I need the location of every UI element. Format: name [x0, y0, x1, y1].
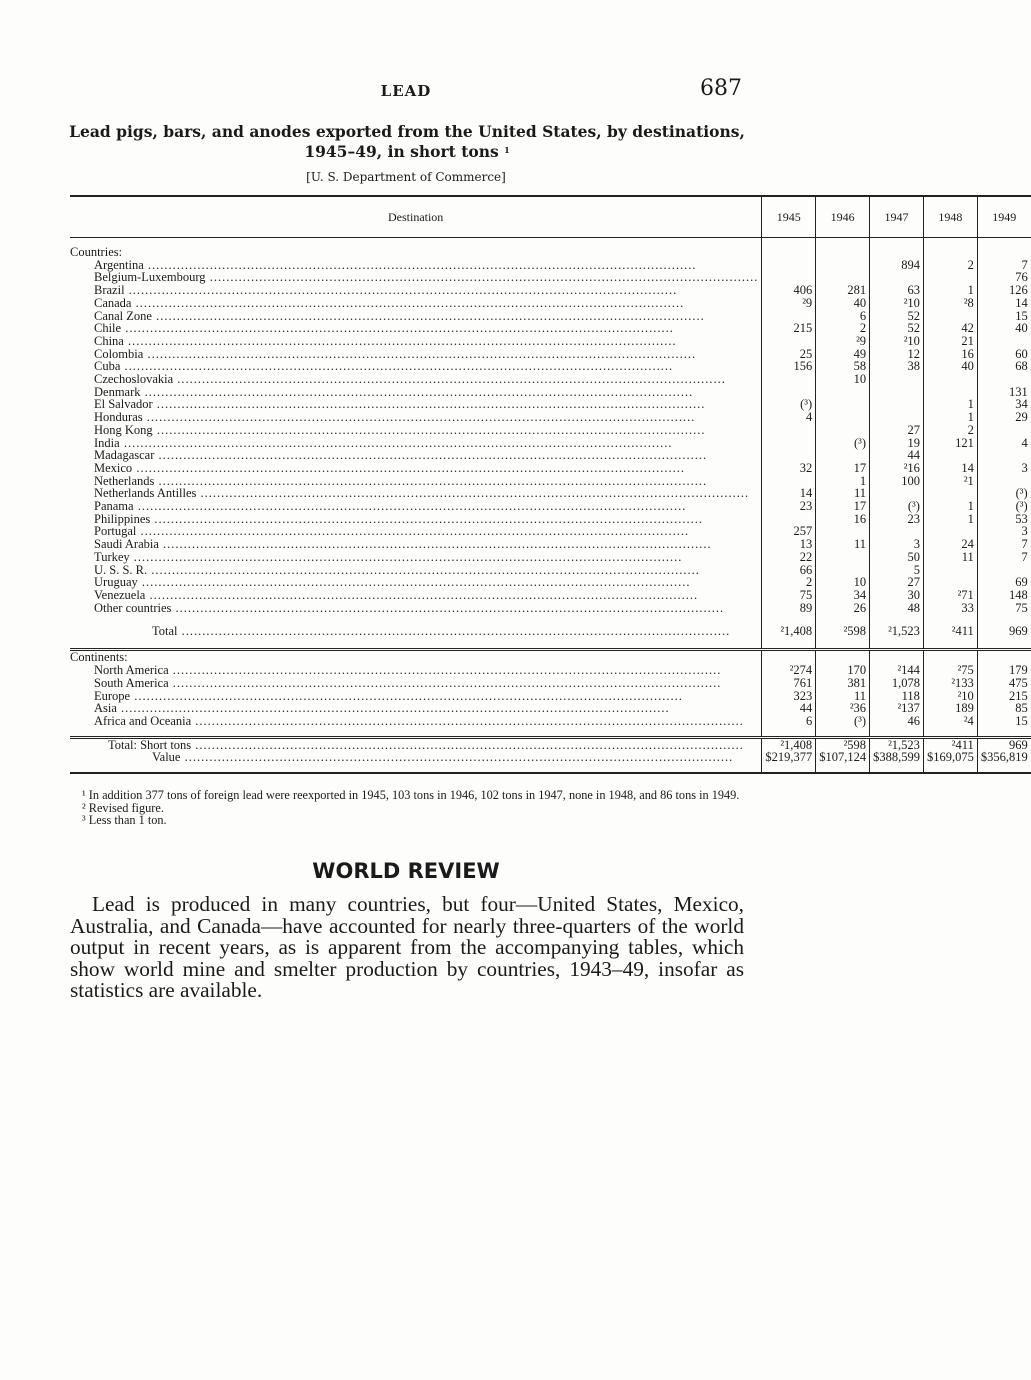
table-value: 50: [870, 551, 924, 564]
table-value: 46: [870, 715, 924, 728]
table-value: [762, 424, 816, 437]
table-row: [70, 589, 1031, 602]
table-value: 2: [923, 259, 977, 272]
table-row: [70, 500, 1031, 513]
table-value: 22: [762, 551, 816, 564]
table-value: 11: [816, 538, 870, 551]
table-value: ²133: [923, 677, 977, 690]
row-label: Mexico .....: [70, 462, 762, 475]
row-label: Canada .....: [70, 297, 762, 310]
table-value: ²598: [816, 622, 870, 640]
table-value: 75: [762, 589, 816, 602]
table-value: 85: [977, 702, 1030, 715]
table-cell-empty: [762, 640, 816, 650]
table-cell-empty: [977, 728, 1030, 738]
table-cell-empty: [762, 246, 816, 259]
table-value: [816, 551, 870, 564]
table-cell-empty: [816, 640, 870, 650]
row-label: Honduras .....: [70, 411, 762, 424]
grand-total-row: [70, 737, 1031, 751]
table-value: 121: [923, 437, 977, 450]
table-value: 89: [762, 602, 816, 615]
table-value: 66: [762, 564, 816, 577]
table-value: ²9: [816, 335, 870, 348]
table-value: 7: [977, 538, 1030, 551]
table-value: 63: [870, 284, 924, 297]
table-value: 26: [816, 602, 870, 615]
table-value: 14: [762, 487, 816, 500]
row-label: U. S. S. R. .....: [70, 564, 762, 577]
table-value: ²1,523: [870, 622, 924, 640]
row-label: South America .....: [70, 677, 762, 690]
table-cell-empty: [977, 238, 1030, 247]
table-value: 15: [977, 715, 1030, 728]
table-value: 23: [870, 513, 924, 526]
table-value: 1: [923, 284, 977, 297]
page-header: [70, 78, 742, 104]
table-value: 48: [870, 602, 924, 615]
table-value: [816, 386, 870, 399]
table-value: $169,075: [923, 751, 977, 764]
table-value: ²1: [923, 475, 977, 488]
table-value: 969: [977, 737, 1030, 751]
table-value: ²9: [762, 297, 816, 310]
table-value: [870, 411, 924, 424]
table-value: ²75: [923, 664, 977, 677]
table-row: [70, 702, 1031, 715]
table-value: ²137: [870, 702, 924, 715]
table-row: [70, 538, 1031, 551]
table-cell-empty: [762, 614, 816, 622]
table-value: 33: [923, 602, 977, 615]
table-row: [70, 424, 1031, 437]
table-value: 42: [923, 322, 977, 335]
table-cell-empty: [70, 764, 762, 773]
table-header-row: [70, 196, 1031, 238]
table-row: [70, 677, 1031, 690]
table-value: $388,599: [870, 751, 924, 764]
column-header-year: 1947: [870, 196, 924, 238]
row-label: Netherlands .....: [70, 475, 762, 488]
row-label: Venezuela .....: [70, 589, 762, 602]
table-value: 170: [816, 664, 870, 677]
table-value: 2: [923, 424, 977, 437]
table-value: [816, 424, 870, 437]
table-cell-empty: [762, 728, 816, 738]
table-cell-empty: [870, 640, 924, 650]
table-title-text: Lead pigs, bars, and anodes exported from the United States, by destinations, 1945–49, in short tons: [69, 122, 745, 161]
table-row: [70, 284, 1031, 297]
table-value: 60: [977, 348, 1030, 361]
table-body: [70, 238, 1031, 774]
table-value: [977, 373, 1030, 386]
table-value: 30: [870, 589, 924, 602]
table-value: 257: [762, 525, 816, 538]
table-value: [923, 564, 977, 577]
spacer-row: [70, 614, 1031, 622]
table-value: 14: [977, 297, 1030, 310]
table-cell-empty: [923, 650, 977, 664]
table-value: ²1,408: [762, 622, 816, 640]
row-label: Brazil .....: [70, 284, 762, 297]
table-value: 475: [977, 677, 1030, 690]
table-value: 14: [923, 462, 977, 475]
table-value: 68: [977, 360, 1030, 373]
row-label: India .....: [70, 437, 762, 450]
table-value: ²36: [816, 702, 870, 715]
table-cell-empty: [977, 764, 1030, 773]
table-value: ²144: [870, 664, 924, 677]
table-value: ²411: [923, 737, 977, 751]
table-row: [70, 411, 1031, 424]
table-value: (³): [762, 398, 816, 411]
spacer-row: [70, 238, 1031, 247]
row-label: Hong Kong .....: [70, 424, 762, 437]
table-value: (³): [977, 500, 1030, 513]
table-value: 11: [816, 690, 870, 703]
table-value: [762, 259, 816, 272]
table-row: [70, 664, 1031, 677]
table-value: 76: [977, 271, 1030, 284]
page-number: 687: [700, 76, 742, 101]
section-label-countries: Countries:: [70, 245, 123, 259]
column-header-year: 1949: [977, 196, 1030, 238]
table-value: 5: [870, 564, 924, 577]
section-label-continents: Continents:: [70, 650, 762, 664]
table-value: 406: [762, 284, 816, 297]
table-cell-empty: [870, 764, 924, 773]
table-cell-empty: [70, 238, 762, 247]
row-label: Netherlands Antilles .....: [70, 487, 762, 500]
table-value: 52: [870, 310, 924, 323]
table-value: 1: [923, 513, 977, 526]
table-value: 215: [977, 690, 1030, 703]
table-value: 1,078: [870, 677, 924, 690]
table-cell-empty: [762, 764, 816, 773]
row-label: Saudi Arabia .....: [70, 538, 762, 551]
row-label: Belgium-Luxembourg .....: [70, 271, 762, 284]
row-label: Philippines .....: [70, 513, 762, 526]
footnote-2: ² Revised figure.: [82, 800, 164, 815]
table-value: [870, 373, 924, 386]
table-value: 16: [923, 348, 977, 361]
spacer-row: [70, 764, 1031, 773]
table-cell-empty: [977, 614, 1030, 622]
table-value: 4: [762, 411, 816, 424]
table-value: 52: [870, 322, 924, 335]
table-value: [923, 373, 977, 386]
table-value: [762, 373, 816, 386]
section-label-row: [70, 650, 1031, 664]
section-label-row: [70, 246, 1031, 259]
row-label: Other countries .....: [70, 602, 762, 615]
table-cell-empty: [762, 238, 816, 247]
table-value: 894: [870, 259, 924, 272]
table-value: 1: [816, 475, 870, 488]
table-value: ²10: [870, 297, 924, 310]
table-cell-empty: [816, 238, 870, 247]
table-value: 381: [816, 677, 870, 690]
table-value: 34: [977, 398, 1030, 411]
table-value: 49: [816, 348, 870, 361]
table-value: 1: [923, 411, 977, 424]
table-value: 19: [870, 437, 924, 450]
table-cell-empty: [816, 614, 870, 622]
table-value: $356,819: [977, 751, 1030, 764]
column-header-year: 1946: [816, 196, 870, 238]
table-value: 69: [977, 576, 1030, 589]
table-cell-empty: [870, 650, 924, 664]
table-value: 189: [923, 702, 977, 715]
grand-total-label: Total: Short tons .....: [70, 737, 762, 751]
table-cell-empty: [870, 238, 924, 247]
table-value: [762, 335, 816, 348]
table-value: 6: [762, 715, 816, 728]
table-value: (³): [816, 437, 870, 450]
table-value: 17: [816, 500, 870, 513]
column-header-year: 1945: [762, 196, 816, 238]
table-value: 10: [816, 373, 870, 386]
table-cell-empty: [816, 764, 870, 773]
table-cell-empty: [923, 614, 977, 622]
table-value: 40: [977, 322, 1030, 335]
table-value: 3: [977, 525, 1030, 538]
table-value: 27: [870, 576, 924, 589]
table-value: 21: [923, 335, 977, 348]
table-value: 179: [977, 664, 1030, 677]
table-value: 38: [870, 360, 924, 373]
table-value: [870, 398, 924, 411]
row-label: Europe .....: [70, 690, 762, 703]
table-value: [977, 424, 1030, 437]
table-value: 32: [762, 462, 816, 475]
table-value: 17: [816, 462, 870, 475]
table-value: 13: [762, 538, 816, 551]
body-paragraph: Lead is produced in many countries, but four—United States, Mexico, Australia, and Canada—have accounted for nearly three-quarters of the world output in recent years, as is apparent from the accompanying tables, which show world mine and smelter production by countries, 1943–49, insofar as statistics are available.: [70, 892, 744, 1002]
row-label: Panama .....: [70, 500, 762, 513]
table-value: 11: [816, 487, 870, 500]
table-value: 215: [762, 322, 816, 335]
table-value: 44: [870, 449, 924, 462]
table-cell-empty: [816, 728, 870, 738]
row-label: Czechoslovakia .....: [70, 373, 762, 386]
table-value: 53: [977, 513, 1030, 526]
table-value: 12: [870, 348, 924, 361]
table-value: 25: [762, 348, 816, 361]
table-value: 323: [762, 690, 816, 703]
table-value: ²411: [923, 622, 977, 640]
table-cell-empty: [923, 728, 977, 738]
table-source: [U. S. Department of Commerce]: [306, 170, 506, 184]
row-label: Colombia .....: [70, 348, 762, 361]
table-value: 7: [977, 551, 1030, 564]
row-label: Chile .....: [70, 322, 762, 335]
table-value: 148: [977, 589, 1030, 602]
exports-table: [70, 195, 1031, 774]
row-label: El Salvador .....: [70, 398, 762, 411]
table-value: [816, 411, 870, 424]
table-cell-empty: [977, 640, 1030, 650]
value-row: [70, 751, 1031, 764]
table-value: ²598: [816, 737, 870, 751]
section-heading: WORLD REVIEW: [312, 859, 500, 883]
table-cell-empty: [870, 728, 924, 738]
footnote-3: ³ Less than 1 ton.: [82, 813, 167, 827]
table-value: [870, 386, 924, 399]
table-value: 23: [762, 500, 816, 513]
table-value: [816, 259, 870, 272]
table-value: 58: [816, 360, 870, 373]
table-value: 131: [977, 386, 1030, 399]
row-label: North America .....: [70, 664, 762, 677]
table-value: [977, 335, 1030, 348]
table-value: 3: [977, 462, 1030, 475]
row-label: Uruguay .....: [70, 576, 762, 589]
row-label: Portugal .....: [70, 525, 762, 538]
table-cell-empty: [977, 650, 1030, 664]
table-row: [70, 602, 1031, 615]
column-header-destination: Destination: [70, 196, 762, 238]
running-title: LEAD: [380, 82, 432, 100]
table-row: [70, 297, 1031, 310]
row-label: Africa and Oceania .....: [70, 715, 762, 728]
table-value: 24: [923, 538, 977, 551]
table-cell-empty: [70, 640, 762, 650]
table-value: 7: [977, 259, 1030, 272]
table-value: (³): [870, 500, 924, 513]
table-row: [70, 373, 1031, 386]
total-row: [70, 622, 1031, 640]
row-label: Turkey .....: [70, 551, 762, 564]
table-value: 761: [762, 677, 816, 690]
table-value: ²71: [923, 589, 977, 602]
row-label: Canal Zone .....: [70, 310, 762, 323]
table-value: 40: [923, 360, 977, 373]
table-value: 40: [816, 297, 870, 310]
table-cell-empty: [70, 614, 762, 622]
table-value: 44: [762, 702, 816, 715]
footnotes: [78, 789, 750, 827]
table-row: [70, 715, 1031, 728]
table-cell-empty: [816, 246, 870, 259]
table-cell-empty: [923, 238, 977, 247]
table-value: ²10: [923, 690, 977, 703]
table-value: ²8: [923, 297, 977, 310]
table-cell-empty: [923, 640, 977, 650]
table-value: 118: [870, 690, 924, 703]
row-label: Asia .....: [70, 702, 762, 715]
table-value: 281: [816, 284, 870, 297]
table-value: 27: [870, 424, 924, 437]
table-title: [62, 123, 752, 161]
table-value: 4: [977, 437, 1030, 450]
table-cell-empty: [977, 246, 1030, 259]
row-label: Cuba .....: [70, 360, 762, 373]
table-value: [816, 398, 870, 411]
table-value: 156: [762, 360, 816, 373]
table-value: 126: [977, 284, 1030, 297]
table-title-footnote-ref: 1: [504, 145, 510, 155]
table-value: ²10: [870, 335, 924, 348]
table-value: ²274: [762, 664, 816, 677]
table-value: ²16: [870, 462, 924, 475]
table-cell-empty: [870, 614, 924, 622]
row-label: Value .....: [70, 751, 762, 764]
table-value: 1: [923, 500, 977, 513]
table-value: 15: [977, 310, 1030, 323]
table-value: 100: [870, 475, 924, 488]
table-value: 29: [977, 411, 1030, 424]
table-value: 969: [977, 622, 1030, 640]
table-value: 6: [816, 310, 870, 323]
row-label: Argentina .....: [70, 259, 762, 272]
table-value: ²4: [923, 715, 977, 728]
row-label: Madagascar .....: [70, 449, 762, 462]
table-row: [70, 551, 1031, 564]
spacer-row: [70, 640, 1031, 650]
table-value: 2: [762, 576, 816, 589]
column-header-year: 1948: [923, 196, 977, 238]
table-value: 2: [816, 322, 870, 335]
table-value: (³): [977, 487, 1030, 500]
table-cell-empty: [923, 246, 977, 259]
table-value: 34: [816, 589, 870, 602]
table-value: 75: [977, 602, 1030, 615]
table-value: $219,377: [762, 751, 816, 764]
table-value: ²1,408: [762, 737, 816, 751]
table-cell-empty: [923, 764, 977, 773]
table-value: [762, 437, 816, 450]
spacer-row: [70, 728, 1031, 738]
table-value: 16: [816, 513, 870, 526]
row-label: Denmark .....: [70, 386, 762, 399]
table-value: $107,124: [816, 751, 870, 764]
table-value: 1: [923, 398, 977, 411]
table-row: [70, 335, 1031, 348]
table-value: (³): [816, 715, 870, 728]
table-value: ²1,523: [870, 737, 924, 751]
table-value: 3: [870, 538, 924, 551]
table-cell-empty: [762, 650, 816, 664]
row-label: China .....: [70, 335, 762, 348]
footnote-1: ¹ In addition 377 tons of foreign lead were reexported in 1945, 103 tons in 1946, 102 tons in 1947, none in 1948, and 86 tons in 1949.: [82, 788, 740, 802]
table-value: 10: [816, 576, 870, 589]
table-cell-empty: [816, 650, 870, 664]
table-row: [70, 462, 1031, 475]
table-value: 11: [923, 551, 977, 564]
table-cell-empty: [870, 246, 924, 259]
table-cell-empty: [70, 728, 762, 738]
row-label: Total .....: [70, 622, 762, 640]
